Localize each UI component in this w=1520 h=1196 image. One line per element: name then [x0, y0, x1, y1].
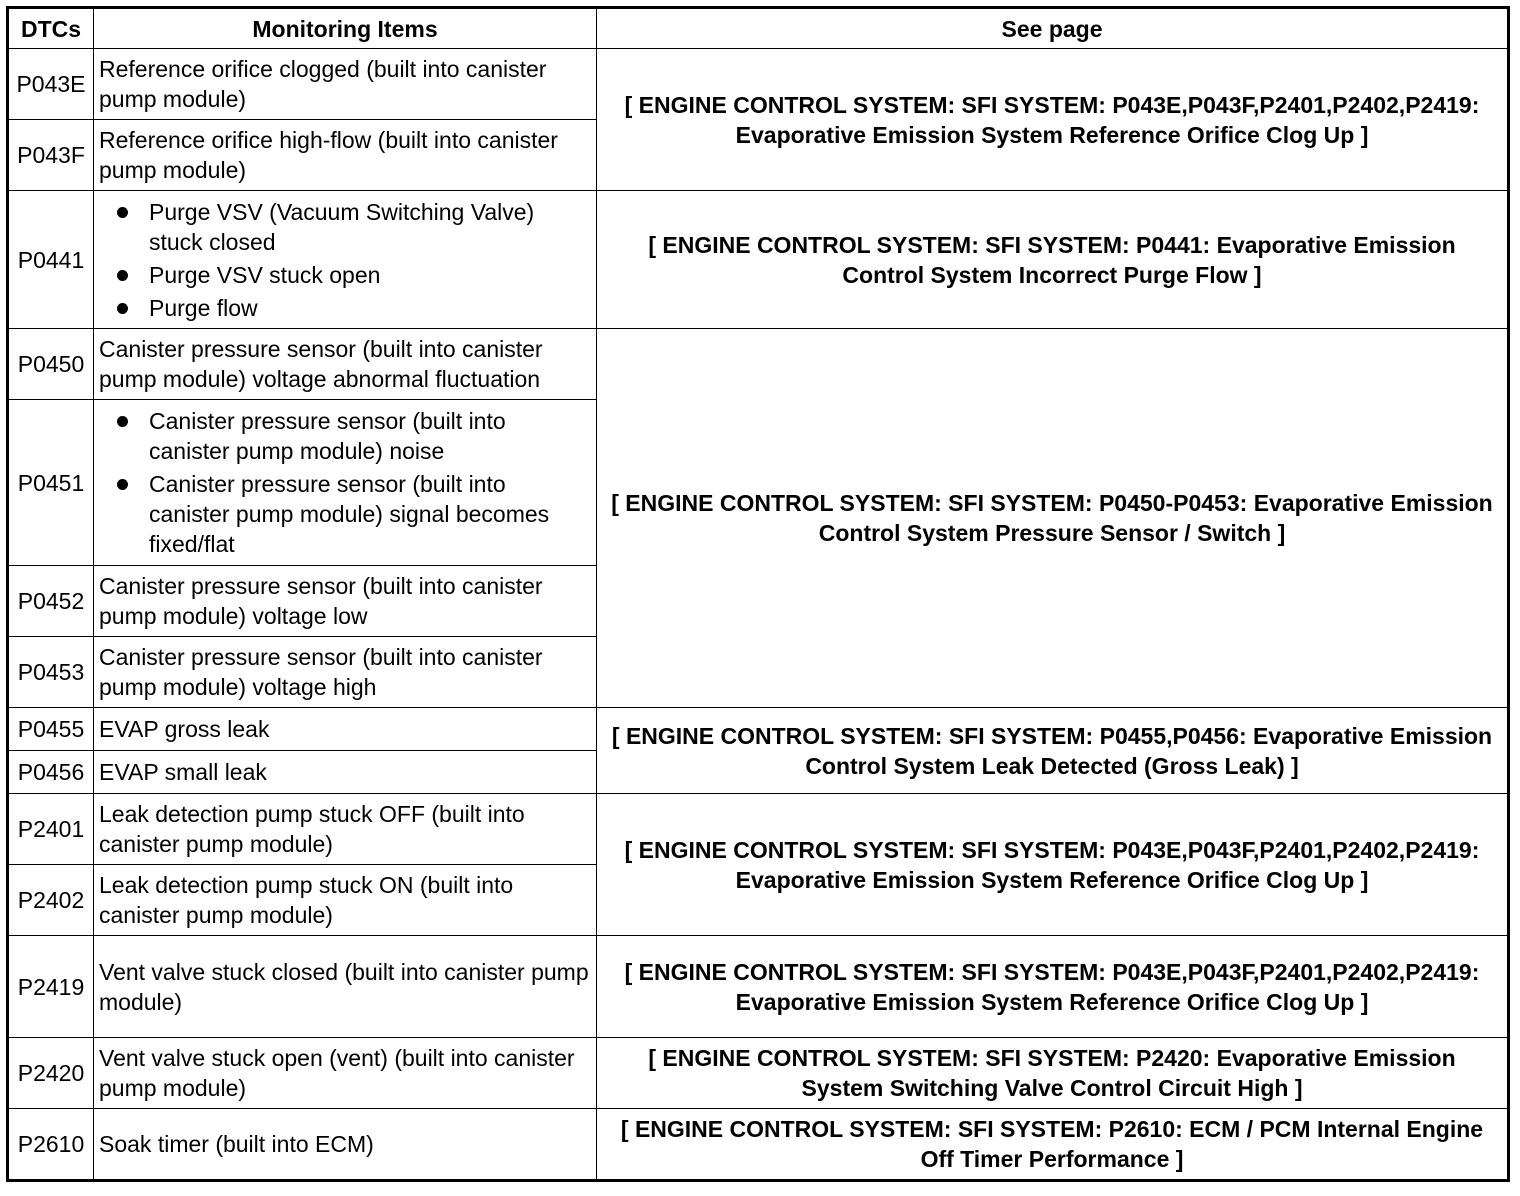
monitoring-item: Canister pressure sensor (built into canister pump module) voltage abnormal fluctuation — [94, 329, 597, 400]
dtc-code: P2610 — [8, 1109, 94, 1181]
dtc-code: P0441 — [8, 191, 94, 329]
dtc-code: P0451 — [8, 400, 94, 566]
monitoring-item: Reference orifice clogged (built into canister pump module) — [94, 49, 597, 120]
dtc-code: P2402 — [8, 865, 94, 936]
dtc-code: P0455 — [8, 708, 94, 751]
monitoring-item — [94, 191, 597, 329]
header-row — [8, 8, 1509, 49]
monitoring-item: EVAP gross leak — [94, 708, 597, 751]
bullet-item: Purge VSV stuck open — [99, 260, 591, 290]
table-row — [8, 1038, 1509, 1109]
table-row — [8, 49, 1509, 120]
monitoring-item: Canister pressure sensor (built into canister pump module) voltage high — [94, 637, 597, 708]
see-page-link: [ ENGINE CONTROL SYSTEM: SFI SYSTEM: P043E,P043F,P2401,P2402,P2419: Evaporative Emission System Reference Orifice Clog Up ] — [597, 794, 1509, 936]
header-monitoring-items: Monitoring Items — [94, 8, 597, 49]
see-page-link: [ ENGINE CONTROL SYSTEM: SFI SYSTEM: P0455,P0456: Evaporative Emission Control System Leak Detected (Gross Leak) ] — [597, 708, 1509, 794]
bullet-item: Purge VSV (Vacuum Switching Valve) stuck closed — [99, 197, 591, 257]
dtc-code: P0450 — [8, 329, 94, 400]
bullet-list — [99, 406, 591, 559]
dtc-code: P0456 — [8, 751, 94, 794]
table-row — [8, 794, 1509, 865]
monitoring-item — [94, 400, 597, 566]
table-row — [8, 1109, 1509, 1181]
monitoring-item: EVAP small leak — [94, 751, 597, 794]
dtc-code: P0453 — [8, 637, 94, 708]
dtc-code: P043F — [8, 120, 94, 191]
monitoring-item: Leak detection pump stuck OFF (built into canister pump module) — [94, 794, 597, 865]
dtc-code: P2420 — [8, 1038, 94, 1109]
table-row — [8, 329, 1509, 400]
header-dtcs: DTCs — [8, 8, 94, 49]
table-row — [8, 708, 1509, 751]
bullet-item: Canister pressure sensor (built into canister pump module) noise — [99, 406, 591, 466]
see-page-link: [ ENGINE CONTROL SYSTEM: SFI SYSTEM: P043E,P043F,P2401,P2402,P2419: Evaporative Emission System Reference Orifice Clog Up ] — [597, 936, 1509, 1038]
see-page-link: [ ENGINE CONTROL SYSTEM: SFI SYSTEM: P043E,P043F,P2401,P2402,P2419: Evaporative Emission System Reference Orifice Clog Up ] — [597, 49, 1509, 191]
monitoring-item: Leak detection pump stuck ON (built into canister pump module) — [94, 865, 597, 936]
monitoring-item: Soak timer (built into ECM) — [94, 1109, 597, 1181]
dtc-code: P0452 — [8, 566, 94, 637]
monitoring-item: Vent valve stuck closed (built into canister pump module) — [94, 936, 597, 1038]
table-row — [8, 936, 1509, 1038]
dtc-code: P2419 — [8, 936, 94, 1038]
monitoring-item: Vent valve stuck open (vent) (built into canister pump module) — [94, 1038, 597, 1109]
see-page-link: [ ENGINE CONTROL SYSTEM: SFI SYSTEM: P0441: Evaporative Emission Control System Incorrect Purge Flow ] — [597, 191, 1509, 329]
bullet-list — [99, 197, 591, 323]
see-page-link: [ ENGINE CONTROL SYSTEM: SFI SYSTEM: P0450-P0453: Evaporative Emission Control System Pressure Sensor / Switch ] — [597, 329, 1509, 708]
dtc-table — [6, 6, 1510, 1182]
see-page-link: [ ENGINE CONTROL SYSTEM: SFI SYSTEM: P2610: ECM / PCM Internal Engine Off Timer Performance ] — [597, 1109, 1509, 1181]
monitoring-item: Reference orifice high-flow (built into canister pump module) — [94, 120, 597, 191]
see-page-link: [ ENGINE CONTROL SYSTEM: SFI SYSTEM: P2420: Evaporative Emission System Switching Valve Control Circuit High ] — [597, 1038, 1509, 1109]
header-see-page: See page — [597, 8, 1509, 49]
bullet-item: Purge flow — [99, 293, 591, 323]
bullet-item: Canister pressure sensor (built into canister pump module) signal becomes fixed/flat — [99, 469, 591, 559]
dtc-code: P2401 — [8, 794, 94, 865]
dtc-code: P043E — [8, 49, 94, 120]
table-row — [8, 191, 1509, 329]
monitoring-item: Canister pressure sensor (built into canister pump module) voltage low — [94, 566, 597, 637]
